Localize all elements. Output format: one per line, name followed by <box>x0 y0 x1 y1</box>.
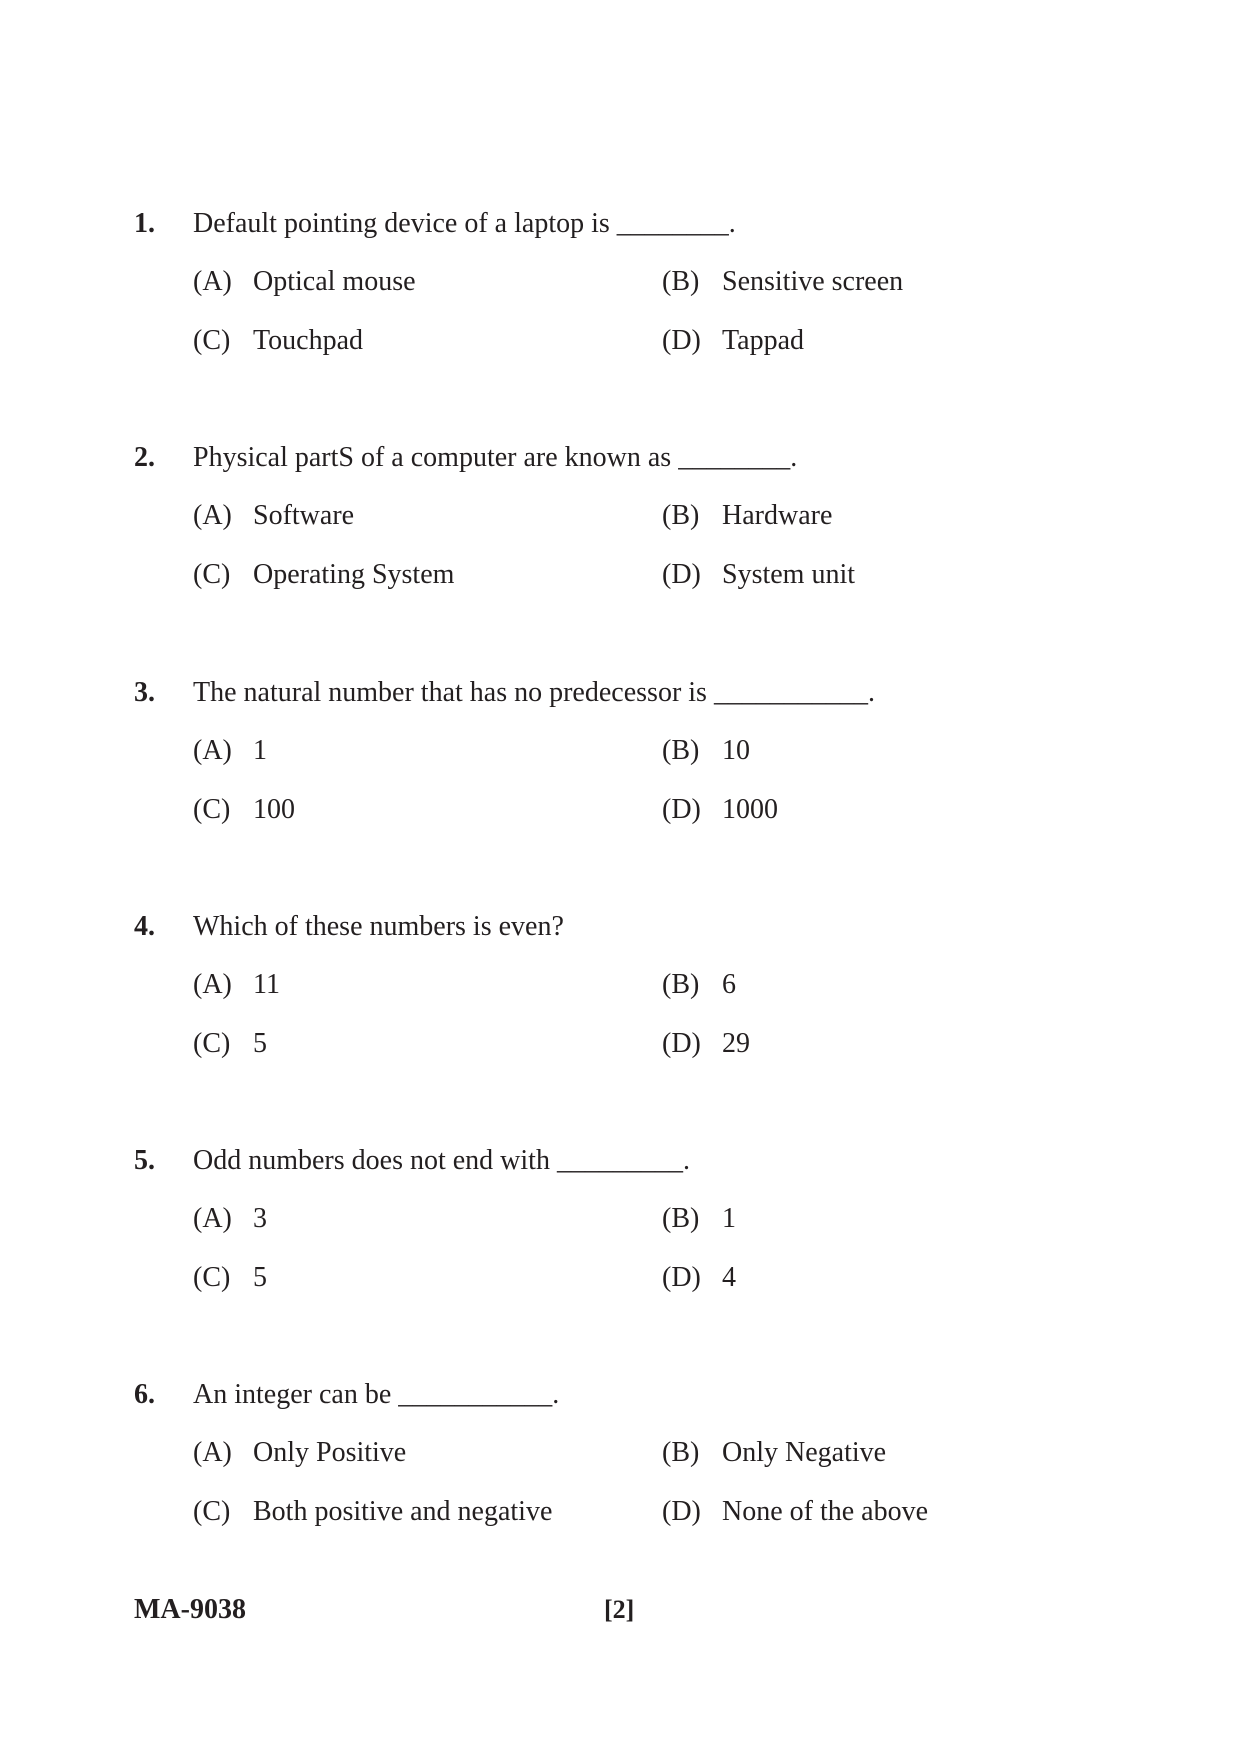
question-number: 3. <box>134 677 155 708</box>
option-text: Tappad <box>722 325 805 356</box>
option-text: Touchpad <box>253 325 364 356</box>
option-d <box>662 1026 750 1062</box>
option-letter: (A) <box>193 1203 232 1234</box>
option-text: Hardware <box>722 500 833 531</box>
option-text: None of the above <box>722 1496 929 1527</box>
option-b <box>662 264 903 300</box>
option-b <box>662 967 736 1003</box>
option-text: 1 <box>722 1203 736 1234</box>
option-letter: (A) <box>193 266 232 297</box>
option-letter: (D) <box>662 1496 701 1527</box>
option-letter: (B) <box>662 500 700 531</box>
option-c <box>193 1260 267 1296</box>
option-letter: (D) <box>662 325 701 356</box>
option-letter: (B) <box>662 735 700 766</box>
option-text: 11 <box>253 969 280 1000</box>
option-letter: (A) <box>193 500 232 531</box>
question-number: 5. <box>134 1145 155 1176</box>
option-text: Software <box>253 500 355 531</box>
question-5 <box>0 1143 1241 1323</box>
page-number: [2] <box>604 1595 635 1624</box>
option-a <box>193 967 280 1003</box>
option-d <box>662 323 804 359</box>
question-2 <box>0 440 1241 620</box>
option-letter: (C) <box>193 1496 231 1527</box>
option-text: Both positive and negative <box>253 1496 553 1527</box>
option-letter: (D) <box>662 559 701 590</box>
option-letter: (B) <box>662 1203 700 1234</box>
option-letter: (D) <box>662 1262 701 1293</box>
question-number: 1. <box>134 208 155 239</box>
option-d <box>662 557 855 593</box>
option-letter: (C) <box>193 794 231 825</box>
option-letter: (A) <box>193 735 232 766</box>
option-letter: (C) <box>193 1028 231 1059</box>
option-letter: (D) <box>662 1028 701 1059</box>
question-text: Which of these numbers is even? <box>193 911 564 942</box>
option-text: Only Positive <box>253 1437 407 1468</box>
option-text: Only Negative <box>722 1437 887 1468</box>
option-text: 1 <box>253 735 267 766</box>
option-b <box>662 498 832 534</box>
option-text: Sensitive screen <box>722 266 904 297</box>
question-1 <box>0 206 1241 386</box>
option-text: 3 <box>253 1203 267 1234</box>
option-text: 10 <box>722 735 750 766</box>
option-a <box>193 1201 267 1237</box>
option-b <box>662 1201 736 1237</box>
option-text: Optical mouse <box>253 266 416 297</box>
option-a <box>193 498 354 534</box>
paper-code: MA-9038 <box>134 1594 246 1625</box>
option-text: 5 <box>253 1028 267 1059</box>
option-letter: (B) <box>662 266 700 297</box>
option-c <box>193 1494 552 1530</box>
option-letter: (B) <box>662 1437 700 1468</box>
option-c <box>193 557 454 593</box>
option-text: 29 <box>722 1028 750 1059</box>
option-text: 1000 <box>722 794 778 825</box>
option-d <box>662 1260 736 1296</box>
option-text: 6 <box>722 969 736 1000</box>
option-text: Operating System <box>253 559 455 590</box>
question-text: Odd numbers does not end with _________. <box>193 1145 690 1176</box>
question-number: 6. <box>134 1379 155 1410</box>
option-d <box>662 792 778 828</box>
question-text: Physical partS of a computer are known as ________. <box>193 442 798 473</box>
option-letter: (C) <box>193 559 231 590</box>
option-text: 4 <box>722 1262 736 1293</box>
question-3 <box>0 675 1241 855</box>
option-c <box>193 792 295 828</box>
question-number: 2. <box>134 442 155 473</box>
option-c <box>193 323 363 359</box>
option-d <box>662 1494 928 1530</box>
option-b <box>662 733 750 769</box>
question-text: The natural number that has no predecessor is ___________. <box>193 677 875 708</box>
option-letter: (C) <box>193 1262 231 1293</box>
option-text: System unit <box>722 559 856 590</box>
option-c <box>193 1026 267 1062</box>
option-text: 5 <box>253 1262 267 1293</box>
question-6 <box>0 1377 1241 1557</box>
option-a <box>193 264 416 300</box>
question-number: 4. <box>134 911 155 942</box>
option-letter: (B) <box>662 969 700 1000</box>
option-letter: (A) <box>193 1437 232 1468</box>
option-letter: (A) <box>193 969 232 1000</box>
option-letter: (D) <box>662 794 701 825</box>
option-a <box>193 1435 406 1471</box>
option-a <box>193 733 267 769</box>
question-text: Default pointing device of a laptop is ________. <box>193 208 736 239</box>
question-text: An integer can be ___________. <box>193 1379 560 1410</box>
option-letter: (C) <box>193 325 231 356</box>
option-text: 100 <box>253 794 295 825</box>
question-4 <box>0 909 1241 1089</box>
option-b <box>662 1435 886 1471</box>
